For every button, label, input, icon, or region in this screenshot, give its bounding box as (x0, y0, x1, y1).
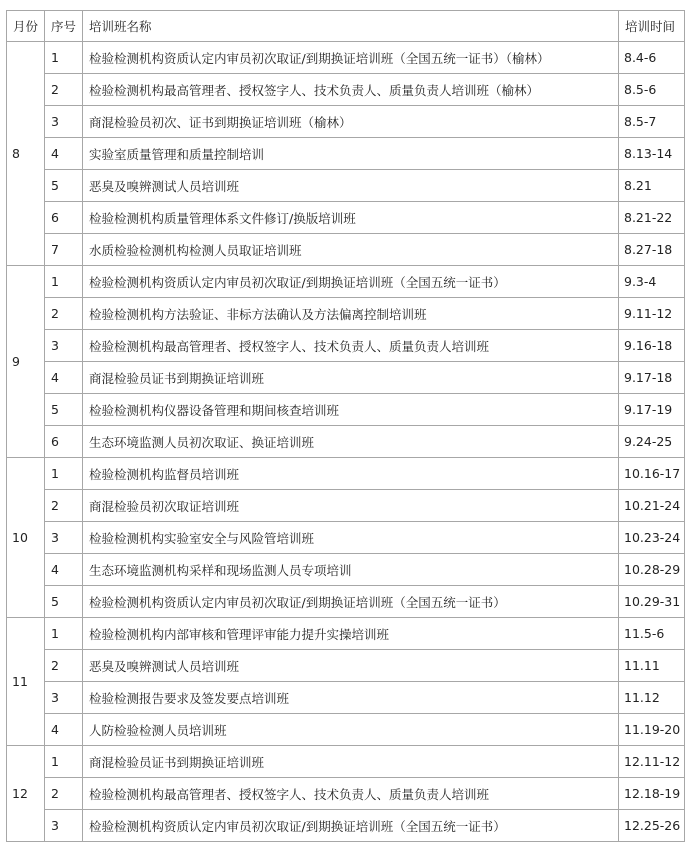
course-name-cell: 恶臭及嗅辨测试人员培训班 (83, 650, 619, 682)
course-name-cell: 商混检验员初次取证培训班 (83, 490, 619, 522)
course-name-cell: 人防检验检测人员培训班 (83, 714, 619, 746)
table-row (7, 810, 685, 842)
number-cell: 4 (45, 362, 83, 394)
number-cell: 3 (45, 106, 83, 138)
table-row (7, 746, 685, 778)
table-row (7, 522, 685, 554)
table-row (7, 202, 685, 234)
course-name-cell: 检验检测机构资质认定内审员初次取证/到期换证培训班（全国五统一证书）（榆林） (83, 42, 619, 74)
date-cell: 11.19-20 (619, 714, 685, 746)
number-cell: 7 (45, 234, 83, 266)
table-row (7, 778, 685, 810)
date-cell: 11.5-6 (619, 618, 685, 650)
course-name-cell: 检验检测机构最高管理者、授权签字人、技术负责人、质量负责人培训班 (83, 778, 619, 810)
date-cell: 8.4-6 (619, 42, 685, 74)
month-cell: 12 (7, 746, 45, 842)
table-row (7, 490, 685, 522)
table-row (7, 138, 685, 170)
number-cell: 4 (45, 714, 83, 746)
date-cell: 12.18-19 (619, 778, 685, 810)
table-row (7, 42, 685, 74)
table-row (7, 298, 685, 330)
course-name-cell: 恶臭及嗅辨测试人员培训班 (83, 170, 619, 202)
number-cell: 3 (45, 522, 83, 554)
date-cell: 8.21-22 (619, 202, 685, 234)
date-cell: 10.29-31 (619, 586, 685, 618)
table-row (7, 394, 685, 426)
number-cell: 2 (45, 650, 83, 682)
course-name-cell: 生态环境监测机构采样和现场监测人员专项培训 (83, 554, 619, 586)
table-row (7, 74, 685, 106)
date-cell: 12.25-26 (619, 810, 685, 842)
number-cell: 2 (45, 298, 83, 330)
date-cell: 8.5-6 (619, 74, 685, 106)
number-cell: 5 (45, 586, 83, 618)
header-no: 序号 (45, 11, 83, 42)
course-name-cell: 检验检测机构资质认定内审员初次取证/到期换证培训班（全国五统一证书） (83, 586, 619, 618)
number-cell: 3 (45, 682, 83, 714)
table-row (7, 234, 685, 266)
course-name-cell: 商混检验员证书到期换证培训班 (83, 746, 619, 778)
table-body (7, 42, 685, 842)
table-row (7, 714, 685, 746)
number-cell: 2 (45, 778, 83, 810)
number-cell: 1 (45, 458, 83, 490)
date-cell: 8.21 (619, 170, 685, 202)
table-row (7, 362, 685, 394)
course-name-cell: 检验检测机构方法验证、非标方法确认及方法偏离控制培训班 (83, 298, 619, 330)
course-name-cell: 商混检验员初次、证书到期换证培训班（榆林） (83, 106, 619, 138)
table-row (7, 426, 685, 458)
date-cell: 8.27-18 (619, 234, 685, 266)
month-cell: 9 (7, 266, 45, 458)
table-row (7, 458, 685, 490)
date-cell: 10.21-24 (619, 490, 685, 522)
table-row (7, 586, 685, 618)
number-cell: 4 (45, 138, 83, 170)
table-row (7, 650, 685, 682)
course-name-cell: 检验检测机构监督员培训班 (83, 458, 619, 490)
course-name-cell: 检验检测机构资质认定内审员初次取证/到期换证培训班（全国五统一证书） (83, 266, 619, 298)
date-cell: 10.23-24 (619, 522, 685, 554)
number-cell: 6 (45, 426, 83, 458)
table-row (7, 682, 685, 714)
date-cell: 9.17-18 (619, 362, 685, 394)
date-cell: 9.11-12 (619, 298, 685, 330)
number-cell: 1 (45, 266, 83, 298)
number-cell: 3 (45, 330, 83, 362)
number-cell: 1 (45, 42, 83, 74)
header-time: 培训时间 (619, 11, 685, 42)
course-name-cell: 检验检测报告要求及签发要点培训班 (83, 682, 619, 714)
date-cell: 9.16-18 (619, 330, 685, 362)
date-cell: 9.3-4 (619, 266, 685, 298)
header-row (7, 11, 685, 42)
course-name-cell: 检验检测机构最高管理者、授权签字人、技术负责人、质量负责人培训班 (83, 330, 619, 362)
number-cell: 2 (45, 74, 83, 106)
course-name-cell: 水质检验检测机构检测人员取证培训班 (83, 234, 619, 266)
course-name-cell: 检验检测机构实验室安全与风险管培训班 (83, 522, 619, 554)
date-cell: 10.28-29 (619, 554, 685, 586)
date-cell: 11.11 (619, 650, 685, 682)
course-name-cell: 检验检测机构资质认定内审员初次取证/到期换证培训班（全国五统一证书） (83, 810, 619, 842)
date-cell: 12.11-12 (619, 746, 685, 778)
date-cell: 9.17-19 (619, 394, 685, 426)
date-cell: 10.16-17 (619, 458, 685, 490)
course-name-cell: 商混检验员证书到期换证培训班 (83, 362, 619, 394)
number-cell: 5 (45, 170, 83, 202)
table-row (7, 170, 685, 202)
course-name-cell: 实验室质量管理和质量控制培训 (83, 138, 619, 170)
header-month: 月份 (7, 11, 45, 42)
table-row (7, 554, 685, 586)
month-cell: 10 (7, 458, 45, 618)
number-cell: 1 (45, 618, 83, 650)
month-cell: 11 (7, 618, 45, 746)
number-cell: 2 (45, 490, 83, 522)
table-row (7, 106, 685, 138)
number-cell: 1 (45, 746, 83, 778)
table-row (7, 330, 685, 362)
date-cell: 9.24-25 (619, 426, 685, 458)
table-row (7, 618, 685, 650)
course-name-cell: 检验检测机构内部审核和管理评审能力提升实操培训班 (83, 618, 619, 650)
course-name-cell: 检验检测机构质量管理体系文件修订/换版培训班 (83, 202, 619, 234)
number-cell: 5 (45, 394, 83, 426)
month-cell: 8 (7, 42, 45, 266)
course-name-cell: 检验检测机构仪器设备管理和期间核查培训班 (83, 394, 619, 426)
date-cell: 8.5-7 (619, 106, 685, 138)
course-name-cell: 生态环境监测人员初次取证、换证培训班 (83, 426, 619, 458)
header-name: 培训班名称 (83, 11, 619, 42)
training-schedule-table (6, 10, 685, 842)
number-cell: 6 (45, 202, 83, 234)
date-cell: 11.12 (619, 682, 685, 714)
number-cell: 4 (45, 554, 83, 586)
course-name-cell: 检验检测机构最高管理者、授权签字人、技术负责人、质量负责人培训班（榆林） (83, 74, 619, 106)
number-cell: 3 (45, 810, 83, 842)
table-row (7, 266, 685, 298)
date-cell: 8.13-14 (619, 138, 685, 170)
